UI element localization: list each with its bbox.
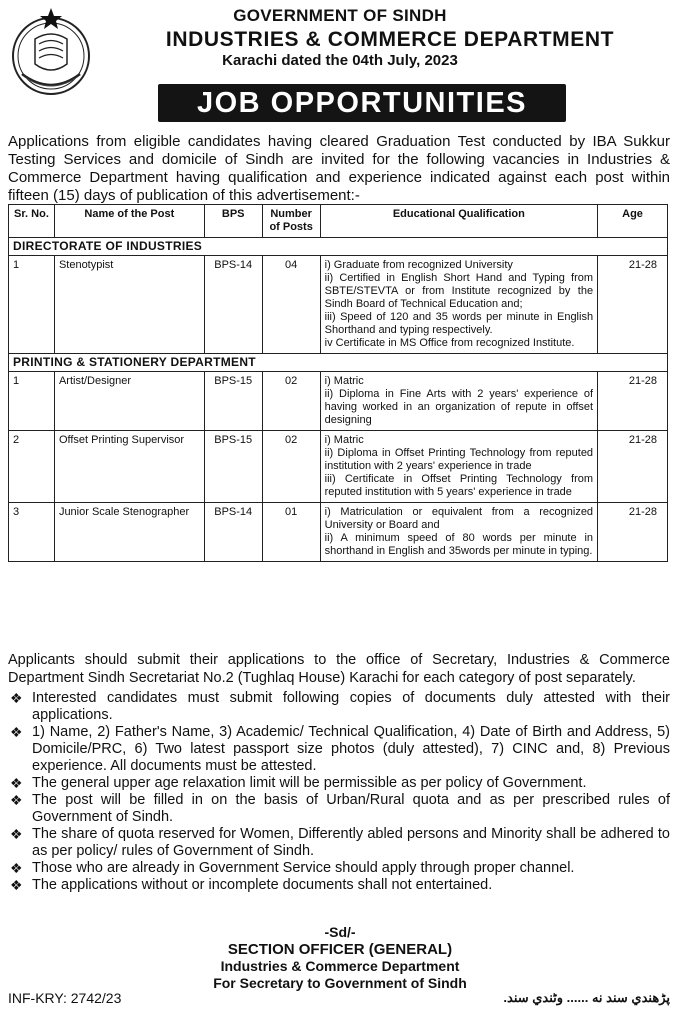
checkbox-bullet-icon: ❖ bbox=[10, 775, 23, 791]
rule-text: The post will be filled in on the basis of Urban/Rural quota and as per prescribed rules of Government of Sindh. bbox=[32, 792, 670, 825]
rule-text: Interested candidates must submit following copies of documents duly attested with their applications. bbox=[32, 690, 670, 723]
list-item bbox=[8, 775, 670, 792]
cell-post: Artist/Designer bbox=[54, 372, 204, 431]
rule-text: The share of quota reserved for Women, Differently abled persons and Minority shall be adhered to as per policy/ rules of Government of Sindh. bbox=[32, 826, 670, 859]
rule-text: Those who are already in Government Service should apply through proper channel. bbox=[32, 860, 575, 876]
qualification-item: ii) Certified in English Short Hand and Typing from SBTE/STEVTA or from Institute recognized by the Sindh Board of Technical Education and; bbox=[324, 272, 594, 310]
department-title: INDUSTRIES & COMMERCE DEPARTMENT bbox=[165, 28, 615, 51]
table-header-row bbox=[9, 205, 668, 238]
cell-sr: 3 bbox=[9, 503, 55, 562]
qualification-item: iv Certificate in MS Office from recognized Institute. bbox=[324, 337, 575, 349]
header-bps: BPS bbox=[204, 205, 262, 238]
table-row bbox=[9, 503, 668, 562]
section-directorate: DIRECTORATE OF INDUSTRIES bbox=[9, 238, 668, 256]
cell-number: 04 bbox=[262, 256, 320, 354]
header-number: Number of Posts bbox=[262, 205, 320, 238]
qualification-item: i) Matric bbox=[324, 375, 364, 387]
signatory-for: For Secretary to Government of Sindh bbox=[213, 975, 467, 991]
submission-instructions: Applicants should submit their applications to the office of Secretary, Industries & Commerce Department Sindh Secretariat No.2 (Tughlaq House) Karachi for each category of post separately. bbox=[8, 652, 670, 686]
header-sr: Sr. No. bbox=[9, 205, 55, 238]
list-item bbox=[8, 724, 670, 775]
list-item bbox=[8, 860, 670, 877]
cell-sr: 2 bbox=[9, 431, 55, 503]
qualification-item: iii) Certificate in Offset Printing Technology from reputed institution with 5 years' experience in trade bbox=[324, 473, 594, 498]
cell-qualification bbox=[320, 431, 597, 503]
signatory-title: SECTION OFFICER (GENERAL) bbox=[227, 941, 453, 958]
checkbox-bullet-icon: ❖ bbox=[10, 792, 23, 808]
vacancies-table bbox=[8, 204, 668, 562]
urdu-footer-note: پڑھندي سند نه ...... وڻندي سند. bbox=[503, 990, 670, 1005]
government-title: GOVERNMENT OF SINDH bbox=[233, 6, 447, 25]
cell-bps: BPS-15 bbox=[204, 372, 262, 431]
qualification-item: i) Matriculation or equivalent from a recognized University or Board and bbox=[324, 506, 594, 531]
table-row bbox=[9, 256, 668, 354]
section-row bbox=[9, 238, 668, 256]
qualification-item: iii) Speed of 120 and 35 words per minute in English Shorthand and typing respectively. bbox=[324, 311, 594, 336]
cell-bps: BPS-14 bbox=[204, 503, 262, 562]
table-row bbox=[9, 372, 668, 431]
list-item bbox=[8, 826, 670, 860]
header-age: Age bbox=[598, 205, 668, 238]
job-opportunities-banner: JOB OPPORTUNITIES bbox=[158, 84, 566, 122]
checkbox-bullet-icon: ❖ bbox=[10, 860, 23, 876]
cell-age: 21-28 bbox=[598, 256, 668, 354]
table-row bbox=[9, 431, 668, 503]
qualification-item: ii) Diploma in Offset Printing Technology from reputed institution with 2 years' experience in trade bbox=[324, 447, 594, 472]
checkbox-bullet-icon: ❖ bbox=[10, 826, 23, 842]
cell-bps: BPS-14 bbox=[204, 256, 262, 354]
conditions-list bbox=[8, 690, 670, 894]
cell-sr: 1 bbox=[9, 256, 55, 354]
checkbox-bullet-icon: ❖ bbox=[10, 877, 23, 893]
cell-sr: 1 bbox=[9, 372, 55, 431]
cell-number: 02 bbox=[262, 431, 320, 503]
government-seal-icon bbox=[8, 4, 94, 100]
cell-number: 02 bbox=[262, 372, 320, 431]
dated-line: Karachi dated the 04th July, 2023 bbox=[222, 52, 458, 69]
cell-qualification bbox=[320, 256, 597, 354]
header bbox=[0, 0, 681, 130]
intro-paragraph: Applications from eligible candidates having cleared Graduation Test conducted by IBA Sukkur Testing Services and domicile of Sindh are invited for the following vacancies in Industries & Commerce Department having qualification and experience indicated against each post within fifteen (15) days of publication of this advertisement:- bbox=[8, 133, 670, 204]
list-item bbox=[8, 792, 670, 826]
cell-qualification bbox=[320, 372, 597, 431]
signed-mark: -Sd/- bbox=[324, 924, 356, 940]
qualification-item: i) Graduate from recognized University bbox=[324, 259, 513, 271]
checkbox-bullet-icon: ❖ bbox=[10, 690, 23, 706]
header-name: Name of the Post bbox=[54, 205, 204, 238]
cell-age: 21-28 bbox=[598, 431, 668, 503]
section-printing: PRINTING & STATIONERY DEPARTMENT bbox=[9, 354, 668, 372]
inf-number: INF-KRY: 2742/23 bbox=[8, 990, 122, 1006]
cell-qualification bbox=[320, 503, 597, 562]
cell-age: 21-28 bbox=[598, 503, 668, 562]
rule-text: 1) Name, 2) Father's Name, 3) Academic/ Technical Qualification, 4) Date of Birth and Address, 5) Domicile/PRC, 6) Two latest passport size photos (duly attested), 7) CINC and, 8) Previous experience. All documents must be attested. bbox=[32, 724, 670, 774]
checkbox-bullet-icon: ❖ bbox=[10, 724, 23, 740]
qualification-item: ii) A minimum speed of 80 words per minute in shorthand in English and 35words per minute in typing. bbox=[324, 532, 594, 557]
cell-post: Junior Scale Stenographer bbox=[54, 503, 204, 562]
cell-age: 21-28 bbox=[598, 372, 668, 431]
list-item bbox=[8, 690, 670, 724]
rule-text: The general upper age relaxation limit will be permissible as per policy of Government. bbox=[32, 775, 587, 791]
cell-post: Stenotypist bbox=[54, 256, 204, 354]
rule-text: The applications without or incomplete documents shall not entertained. bbox=[32, 877, 493, 893]
signature-block bbox=[140, 924, 540, 992]
cell-post: Offset Printing Supervisor bbox=[54, 431, 204, 503]
section-row bbox=[9, 354, 668, 372]
signatory-department: Industries & Commerce Department bbox=[220, 958, 460, 974]
cell-number: 01 bbox=[262, 503, 320, 562]
qualification-item: ii) Diploma in Fine Arts with 2 years' experience of having worked in an organization of repute in offset designing bbox=[324, 388, 594, 426]
header-qualification: Educational Qualification bbox=[320, 205, 597, 238]
qualification-item: i) Matric bbox=[324, 434, 364, 446]
cell-bps: BPS-15 bbox=[204, 431, 262, 503]
list-item bbox=[8, 877, 670, 894]
